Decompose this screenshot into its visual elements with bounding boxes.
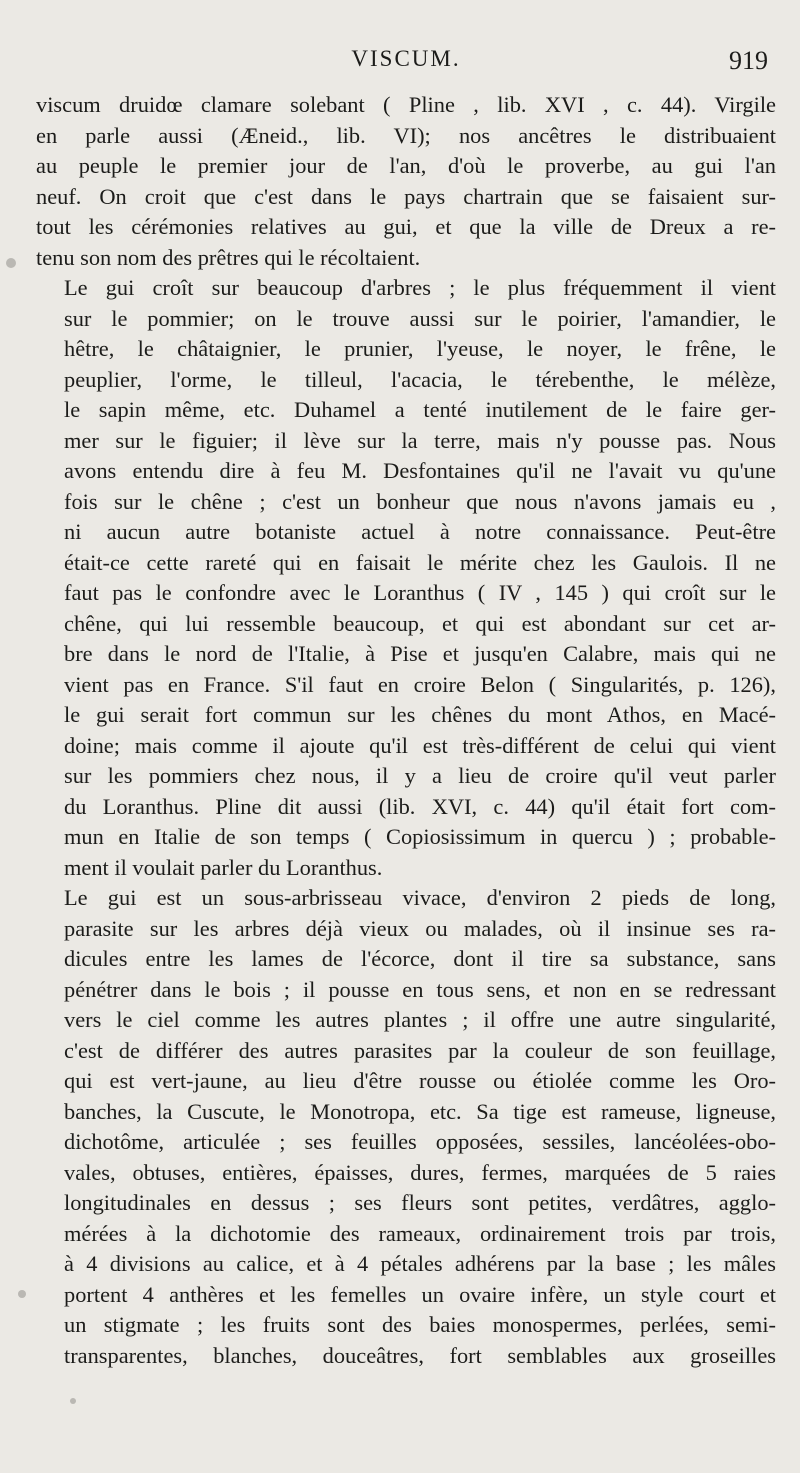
text-line: faut pas le confondre avec le Loranthus ( IV , 145 ) qui croît sur le — [64, 580, 776, 605]
text-line: qui est vert-jaune, au lieu d'être rousse ou étiolée comme les Oro- — [64, 1068, 776, 1093]
text-line: sur les pommiers chez nous, il y a lieu de croire qu'il veut parler — [64, 763, 776, 788]
paper-speck — [70, 1398, 76, 1404]
text-line: dichotôme, articulée ; ses feuilles opposées, sessiles, lancéolées-obo- — [64, 1129, 776, 1154]
text-line: un stigmate ; les fruits sont des baies monospermes, perlées, semi- — [64, 1312, 776, 1337]
text-line: le sapin même, etc. Duhamel a tenté inutilement de le faire ger- — [64, 397, 776, 422]
text-line: viscum druidœ clamare solebant ( Pline , lib. XVI , c. 44). Virgile — [36, 92, 776, 117]
text-line: fois sur le chêne ; c'est un bonheur que nous n'avons jamais eu , — [64, 488, 776, 514]
text-line: mérées à la dichotomie des rameaux, ordinairement trois par trois, — [64, 1220, 776, 1246]
text-line: chêne, qui lui ressemble beaucoup, et qui est abondant sur cet ar- — [64, 610, 776, 636]
text-line: en parle aussi (Æneid., lib. VI); nos ancêtres le distribuaient — [36, 122, 776, 148]
text-line: portent 4 anthères et les femelles un ovaire infère, un style court et — [64, 1281, 776, 1307]
text-line: parasite sur les arbres déjà vieux ou malades, où il insinue ses ra- — [64, 915, 776, 941]
text-line: tout les cérémonies relatives au gui, et que la ville de Dreux a re- — [36, 214, 776, 239]
text-line: tenu son nom des prêtres qui le récoltaient. — [36, 244, 421, 270]
text-line: dicules entre les lames de l'écorce, dont il tire sa substance, sans — [64, 946, 776, 971]
text-line: avons entendu dire à feu M. Desfontaines qu'il ne l'avait vu qu'une — [64, 458, 776, 483]
text-line: ment il voulait parler du Loranthus. — [64, 854, 383, 880]
text-line: mer sur le figuier; il lève sur la terre, mais n'y pousse pas. Nous — [64, 427, 776, 453]
page-header — [36, 38, 776, 90]
text-body — [36, 90, 776, 1371]
text-line: au peuple le premier jour de l'an, d'où le proverbe, au gui l'an — [36, 153, 776, 178]
running-head: VISCUM. — [351, 46, 461, 71]
text-line: bre dans le nord de l'Italie, à Pise et jusqu'en Calabre, mais qui ne — [64, 641, 776, 666]
text-line: à 4 divisions au calice, et à 4 pétales adhérens par la base ; les mâles — [64, 1251, 776, 1276]
text-line: Le gui croît sur beaucoup d'arbres ; le plus fréquemment il vient — [64, 275, 776, 300]
paragraph-1 — [36, 90, 776, 273]
page-number: 919 — [729, 46, 768, 75]
text-line: transparentes, blanches, douceâtres, fort semblables aux groseilles — [64, 1342, 776, 1368]
text-line: vales, obtuses, entières, épaisses, dures, fermes, marquées de 5 raies — [64, 1159, 776, 1185]
text-line: du Loranthus. Pline dit aussi (lib. XVI, c. 44) qu'il était fort com- — [64, 793, 776, 819]
text-line: doine; mais comme il ajoute qu'il est très-différent de celui qui vient — [64, 732, 776, 758]
text-line: c'est de différer des autres parasites par la couleur de son feuillage, — [64, 1037, 776, 1063]
text-line: Le gui est un sous-arbrisseau vivace, d'environ 2 pieds de long, — [64, 885, 776, 910]
text-line: mun en Italie de son temps ( Copiosissimum in quercu ) ; probable- — [64, 824, 776, 849]
text-line: ni aucun autre botaniste actuel à notre connaissance. Peut-être — [64, 519, 776, 544]
text-line: longitudinales en dessus ; ses fleurs sont petites, verdâtres, agglo- — [64, 1190, 776, 1215]
paper-speck — [6, 258, 16, 268]
text-line: sur le pommier; on le trouve aussi sur le poirier, l'amandier, le — [64, 305, 776, 331]
text-line: le gui serait fort commun sur les chênes du mont Athos, en Macé- — [64, 702, 776, 727]
paragraph-3 — [36, 883, 776, 1371]
text-line: vers le ciel comme les autres plantes ; il offre une autre singularité, — [64, 1007, 776, 1032]
text-line: vient pas en France. S'il faut en croire Belon ( Singularités, p. 126), — [64, 671, 776, 697]
paragraph-2 — [36, 273, 776, 883]
text-line: pénétrer dans le bois ; il pousse en tous sens, et non en se redressant — [64, 976, 776, 1002]
text-line: banches, la Cuscute, le Monotropa, etc. Sa tige est rameuse, ligneuse, — [64, 1098, 776, 1124]
text-line: peuplier, l'orme, le tilleul, l'acacia, le térebenthe, le mélèze, — [64, 366, 776, 392]
text-line: hêtre, le châtaignier, le prunier, l'yeuse, le noyer, le frêne, le — [64, 336, 776, 361]
paper-speck — [18, 1290, 26, 1298]
text-line: était-ce cette rareté qui en faisait le mérite chez les Gaulois. Il ne — [64, 549, 776, 575]
text-line: neuf. On croit que c'est dans le pays chartrain que se faisaient sur- — [36, 183, 776, 209]
